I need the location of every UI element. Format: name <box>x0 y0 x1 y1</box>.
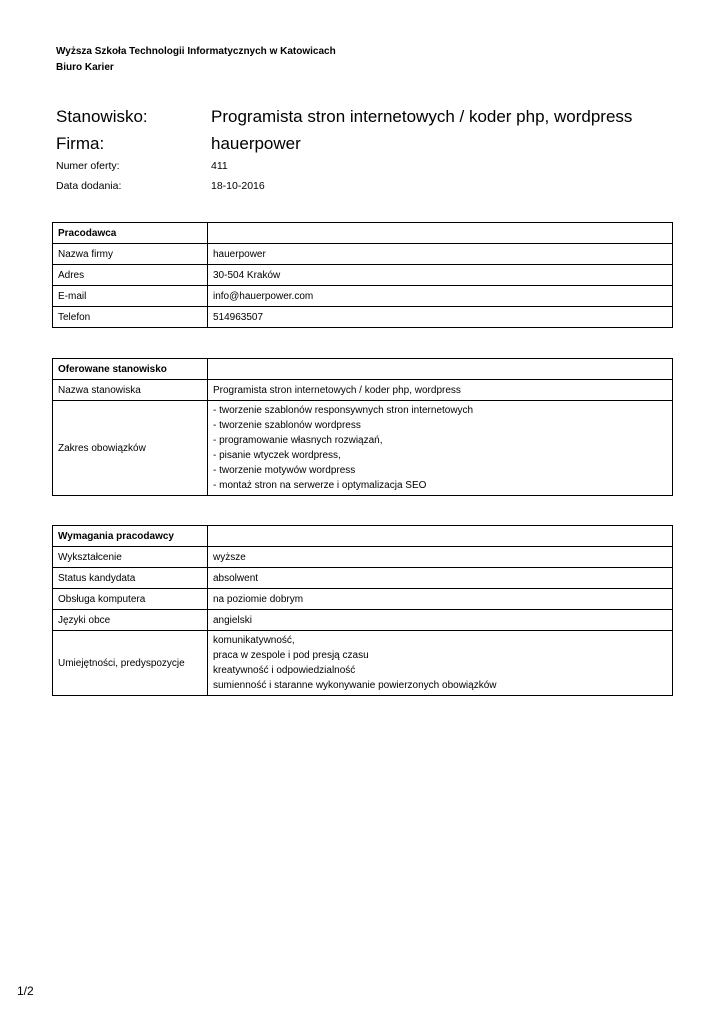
row-label: Umiejętności, predyspozycje <box>53 631 208 696</box>
list-item: - tworzenie szablonów responsywnych stron internetowych <box>213 405 474 416</box>
offer-number-label: Numer oferty: <box>56 160 120 172</box>
position-label: Stanowisko: <box>56 107 148 126</box>
row-value: Programista stron internetowych / koder php, wordpress <box>208 380 673 401</box>
table-header-row <box>53 526 673 547</box>
company-label: Firma: <box>56 134 105 153</box>
table-row <box>53 307 673 328</box>
offer-date-value: 18-10-2016 <box>211 180 265 192</box>
table-row <box>53 286 673 307</box>
duties-list <box>208 401 673 496</box>
table-row <box>53 380 673 401</box>
list-item: sumienność i staranne wykonywanie powierzonych obowiązków <box>213 680 497 691</box>
skills-list <box>208 631 673 696</box>
requirements-table-title: Wymagania pracodawcy <box>53 526 208 547</box>
school-name: Wyższa Szkoła Technologii Informatycznych w Katowicach <box>56 46 336 57</box>
list-item: - tworzenie motywów wordpress <box>213 465 356 476</box>
position-table-title: Oferowane stanowisko <box>53 359 208 380</box>
row-value: wyższe <box>208 547 673 568</box>
table-header-row <box>53 223 673 244</box>
list-item: - pisanie wtyczek wordpress, <box>213 450 341 461</box>
row-label: Języki obce <box>53 610 208 631</box>
row-label: Telefon <box>53 307 208 328</box>
row-value: na poziomie dobrym <box>208 589 673 610</box>
employer-table-title: Pracodawca <box>53 223 208 244</box>
list-item: - montaż stron na serwerze i optymalizacja SEO <box>213 480 427 491</box>
row-label: Nazwa stanowiska <box>53 380 208 401</box>
row-label: Nazwa firmy <box>53 244 208 265</box>
position-value: Programista stron internetowych / koder php, wordpress <box>211 107 633 126</box>
row-label: Obsługa komputera <box>53 589 208 610</box>
list-item: - programowanie własnych rozwiązań, <box>213 435 383 446</box>
table-row <box>53 265 673 286</box>
organization-header <box>56 44 336 76</box>
table-row <box>53 610 673 631</box>
employer-table <box>52 222 673 328</box>
row-label: Zakres obowiązków <box>53 401 208 496</box>
list-item: komunikatywność, <box>213 635 295 646</box>
offer-date-label: Data dodania: <box>56 180 122 192</box>
table-header-row <box>53 359 673 380</box>
list-item: - tworzenie szablonów wordpress <box>213 420 361 431</box>
row-value: absolwent <box>208 568 673 589</box>
row-value: 30-504 Kraków <box>208 265 673 286</box>
position-table <box>52 358 673 496</box>
table-row <box>53 401 673 496</box>
table-row <box>53 244 673 265</box>
page-number: 1/2 <box>17 984 34 998</box>
empty-cell <box>208 526 673 547</box>
empty-cell <box>208 223 673 244</box>
row-label: Status kandydata <box>53 568 208 589</box>
table-row <box>53 547 673 568</box>
table-row <box>53 631 673 696</box>
row-value: hauerpower <box>208 244 673 265</box>
row-label: Adres <box>53 265 208 286</box>
requirements-table <box>52 525 673 696</box>
table-row <box>53 568 673 589</box>
office-name: Biuro Karier <box>56 62 114 73</box>
position-heading <box>56 104 676 130</box>
offer-date-row <box>56 178 676 194</box>
row-value: info@hauerpower.com <box>208 286 673 307</box>
row-label: E-mail <box>53 286 208 307</box>
company-value: hauerpower <box>211 134 301 153</box>
offer-number-value: 411 <box>211 160 228 172</box>
company-heading <box>56 131 676 157</box>
list-item: kreatywność i odpowiedzialność <box>213 665 356 676</box>
offer-number-row <box>56 158 676 174</box>
empty-cell <box>208 359 673 380</box>
row-label: Wykształcenie <box>53 547 208 568</box>
list-item: praca w zespole i pod presją czasu <box>213 650 369 661</box>
row-value: angielski <box>208 610 673 631</box>
table-row <box>53 589 673 610</box>
row-value: 514963507 <box>208 307 673 328</box>
